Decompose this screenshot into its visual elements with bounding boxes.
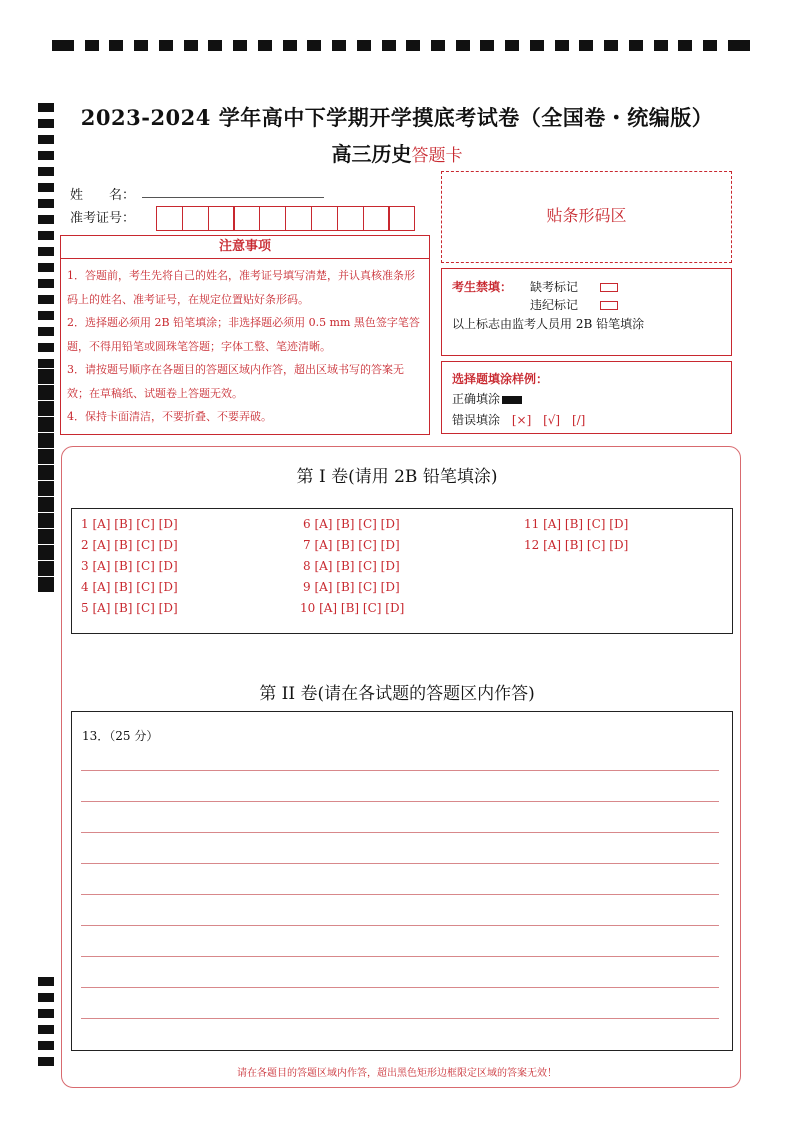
choice-question-8[interactable]: 8 [A] [B] [C] [D]	[303, 559, 400, 573]
essay-answer-box[interactable]	[71, 711, 733, 1051]
subject-name: 高三历史	[331, 142, 412, 166]
timing-mark	[38, 577, 54, 586]
subject-title	[0, 138, 794, 167]
timing-mark	[654, 40, 668, 51]
timing-mark	[406, 40, 420, 51]
id-digit-box[interactable]	[363, 206, 390, 231]
timing-mark	[38, 513, 54, 522]
timing-mark	[307, 40, 321, 51]
id-digit-box[interactable]	[259, 206, 286, 231]
timing-mark	[38, 199, 54, 208]
timing-mark	[38, 385, 54, 394]
timing-mark	[382, 40, 396, 51]
timing-mark	[728, 40, 750, 51]
side-marks-lower	[38, 977, 54, 1066]
answer-line	[81, 956, 719, 957]
timing-mark	[38, 1041, 54, 1050]
answer-line	[81, 832, 719, 833]
section2-title: 第 II 卷(请在各试题的答题区内作答)	[259, 684, 535, 704]
answer-line	[81, 1018, 719, 1019]
timing-mark	[38, 545, 54, 554]
id-digit-box[interactable]	[388, 206, 415, 231]
wrong-mark-check: [√]	[543, 413, 561, 427]
timing-mark	[332, 40, 346, 51]
timing-mark	[38, 561, 54, 570]
id-digit-box[interactable]	[156, 206, 183, 231]
timing-mark	[38, 1009, 54, 1018]
timing-mark	[38, 311, 54, 320]
timing-mark	[184, 40, 198, 51]
timing-mark	[38, 497, 54, 506]
section1-title: 第 I 卷(请用 2B 铅笔填涂)	[296, 467, 498, 487]
card-label: 答题卡	[411, 146, 463, 166]
timing-mark	[38, 1025, 54, 1034]
choice-question-10[interactable]: 10 [A] [B] [C] [D]	[300, 601, 405, 615]
timing-mark	[431, 40, 445, 51]
examiner-only-box	[441, 268, 732, 356]
timing-mark	[233, 40, 247, 51]
id-digit-box[interactable]	[182, 206, 209, 231]
exam-title: 2023-2024 学年高中下学期开学摸底考试卷（全国卷・统编版）	[80, 105, 714, 130]
wrong-fill-label: 错误填涂	[452, 413, 501, 427]
answer-line	[81, 770, 719, 771]
choice-question-11[interactable]: 11 [A] [B] [C] [D]	[524, 517, 629, 531]
answer-line	[81, 925, 719, 926]
notice-title: 注意事项	[60, 235, 430, 259]
notice-item-1: 1．答题前，考生先将自己的姓名，准考证号填写清楚，并认真核准条形码上的姓名、准考证号，在规定位置贴好条形码。	[67, 269, 415, 306]
footer-warning: 请在各题目的答题区域内作答，超出黑色矩形边框限定区域的答案无效！	[237, 1068, 557, 1079]
timing-mark	[38, 343, 54, 352]
choice-question-1[interactable]: 1 [A] [B] [C] [D]	[81, 517, 178, 531]
choice-question-6[interactable]: 6 [A] [B] [C] [D]	[303, 517, 400, 531]
id-digit-box[interactable]	[208, 206, 235, 231]
timing-mark	[604, 40, 618, 51]
timing-mark	[109, 40, 123, 51]
timing-mark	[38, 231, 54, 240]
notice-item-4: 4．保持卡面清洁，不要折叠、不要弄破。	[67, 410, 272, 423]
timing-mark	[480, 40, 494, 51]
timing-mark	[159, 40, 173, 51]
timing-mark	[38, 263, 54, 272]
wrong-mark-x: [×]	[511, 413, 532, 427]
timing-mark	[38, 247, 54, 256]
examiner-note: 以上标志由监考人员用 2B 铅笔填涂	[452, 317, 645, 331]
timing-mark	[208, 40, 222, 51]
id-number-boxes[interactable]	[156, 206, 414, 231]
timing-mark	[38, 449, 54, 458]
timing-mark	[38, 529, 54, 538]
notice-item-2: 2．选择题必须用 2B 铅笔填涂；非选择题必须用 0.5 mm 黑色签字笔答题，不得用铅笔或圆珠笔答题；字体工整、笔迹清晰。	[67, 316, 420, 353]
violation-mark-row	[530, 296, 618, 313]
multiple-choice-box	[71, 508, 733, 634]
name-field[interactable]	[142, 197, 324, 198]
timing-mark	[38, 359, 54, 368]
timing-mark	[555, 40, 569, 51]
name-label: 姓 名：	[70, 188, 136, 203]
timing-mark	[579, 40, 593, 51]
timing-mark	[38, 327, 54, 336]
violation-mark-label: 违纪标记	[530, 298, 579, 312]
essay-question-label: 13．（25 分）	[82, 729, 159, 743]
choice-question-2[interactable]: 2 [A] [B] [C] [D]	[81, 538, 178, 552]
timing-mark	[38, 993, 54, 1002]
timing-mark	[38, 433, 54, 442]
top-timing-marks	[52, 38, 750, 52]
timing-mark	[38, 183, 54, 192]
choice-question-7[interactable]: 7 [A] [B] [C] [D]	[303, 538, 400, 552]
timing-mark	[258, 40, 272, 51]
timing-mark	[52, 40, 74, 51]
timing-mark	[703, 40, 717, 51]
timing-mark	[283, 40, 297, 51]
timing-mark	[357, 40, 371, 51]
choice-question-4[interactable]: 4 [A] [B] [C] [D]	[81, 580, 178, 594]
timing-mark	[38, 215, 54, 224]
id-digit-box[interactable]	[337, 206, 364, 231]
answer-line	[81, 894, 719, 895]
absent-mark-label: 缺考标记	[530, 280, 579, 294]
notice-list	[60, 258, 430, 435]
fill-sample-box	[441, 361, 732, 434]
timing-mark	[678, 40, 692, 51]
timing-mark	[38, 279, 54, 288]
timing-mark	[530, 40, 544, 51]
timing-mark	[85, 40, 99, 51]
timing-mark	[38, 167, 54, 176]
timing-mark	[38, 977, 54, 986]
absent-mark-box	[600, 283, 618, 292]
choice-question-5[interactable]: 5 [A] [B] [C] [D]	[81, 601, 178, 615]
absent-mark-row	[530, 278, 618, 295]
correct-fill-label: 正确填涂	[452, 392, 501, 406]
id-digit-box[interactable]	[285, 206, 312, 231]
id-digit-box[interactable]	[233, 206, 260, 231]
timing-mark	[134, 40, 148, 51]
timing-mark	[629, 40, 643, 51]
timing-mark	[38, 401, 54, 410]
violation-mark-box	[600, 301, 618, 310]
notice-item-3: 3．请按题号顺序在各题目的答题区域内作答，超出区域书写的答案无效；在草稿纸、试题卷上答题无效。	[67, 363, 404, 400]
answer-line	[81, 801, 719, 802]
correct-fill-mark	[502, 396, 522, 404]
id-digit-box[interactable]	[311, 206, 338, 231]
choice-question-3[interactable]: 3 [A] [B] [C] [D]	[81, 559, 178, 573]
wrong-mark-slash: [/]	[571, 413, 586, 427]
fill-sample-label: 选择题填涂样例：	[452, 372, 549, 386]
wrong-fill-row	[452, 411, 585, 428]
choice-question-12[interactable]: 12 [A] [B] [C] [D]	[524, 538, 629, 552]
timing-mark	[38, 417, 54, 426]
choice-question-9[interactable]: 9 [A] [B] [C] [D]	[303, 580, 400, 594]
timing-mark	[505, 40, 519, 51]
barcode-area: 贴条形码区	[441, 171, 732, 263]
timing-mark	[38, 295, 54, 304]
answer-line	[81, 987, 719, 988]
timing-mark	[456, 40, 470, 51]
id-label: 准考证号：	[70, 211, 136, 226]
examiner-only-label: 考生禁填：	[452, 280, 513, 294]
correct-fill-row	[452, 390, 522, 407]
timing-mark	[38, 369, 54, 378]
answer-line	[81, 863, 719, 864]
